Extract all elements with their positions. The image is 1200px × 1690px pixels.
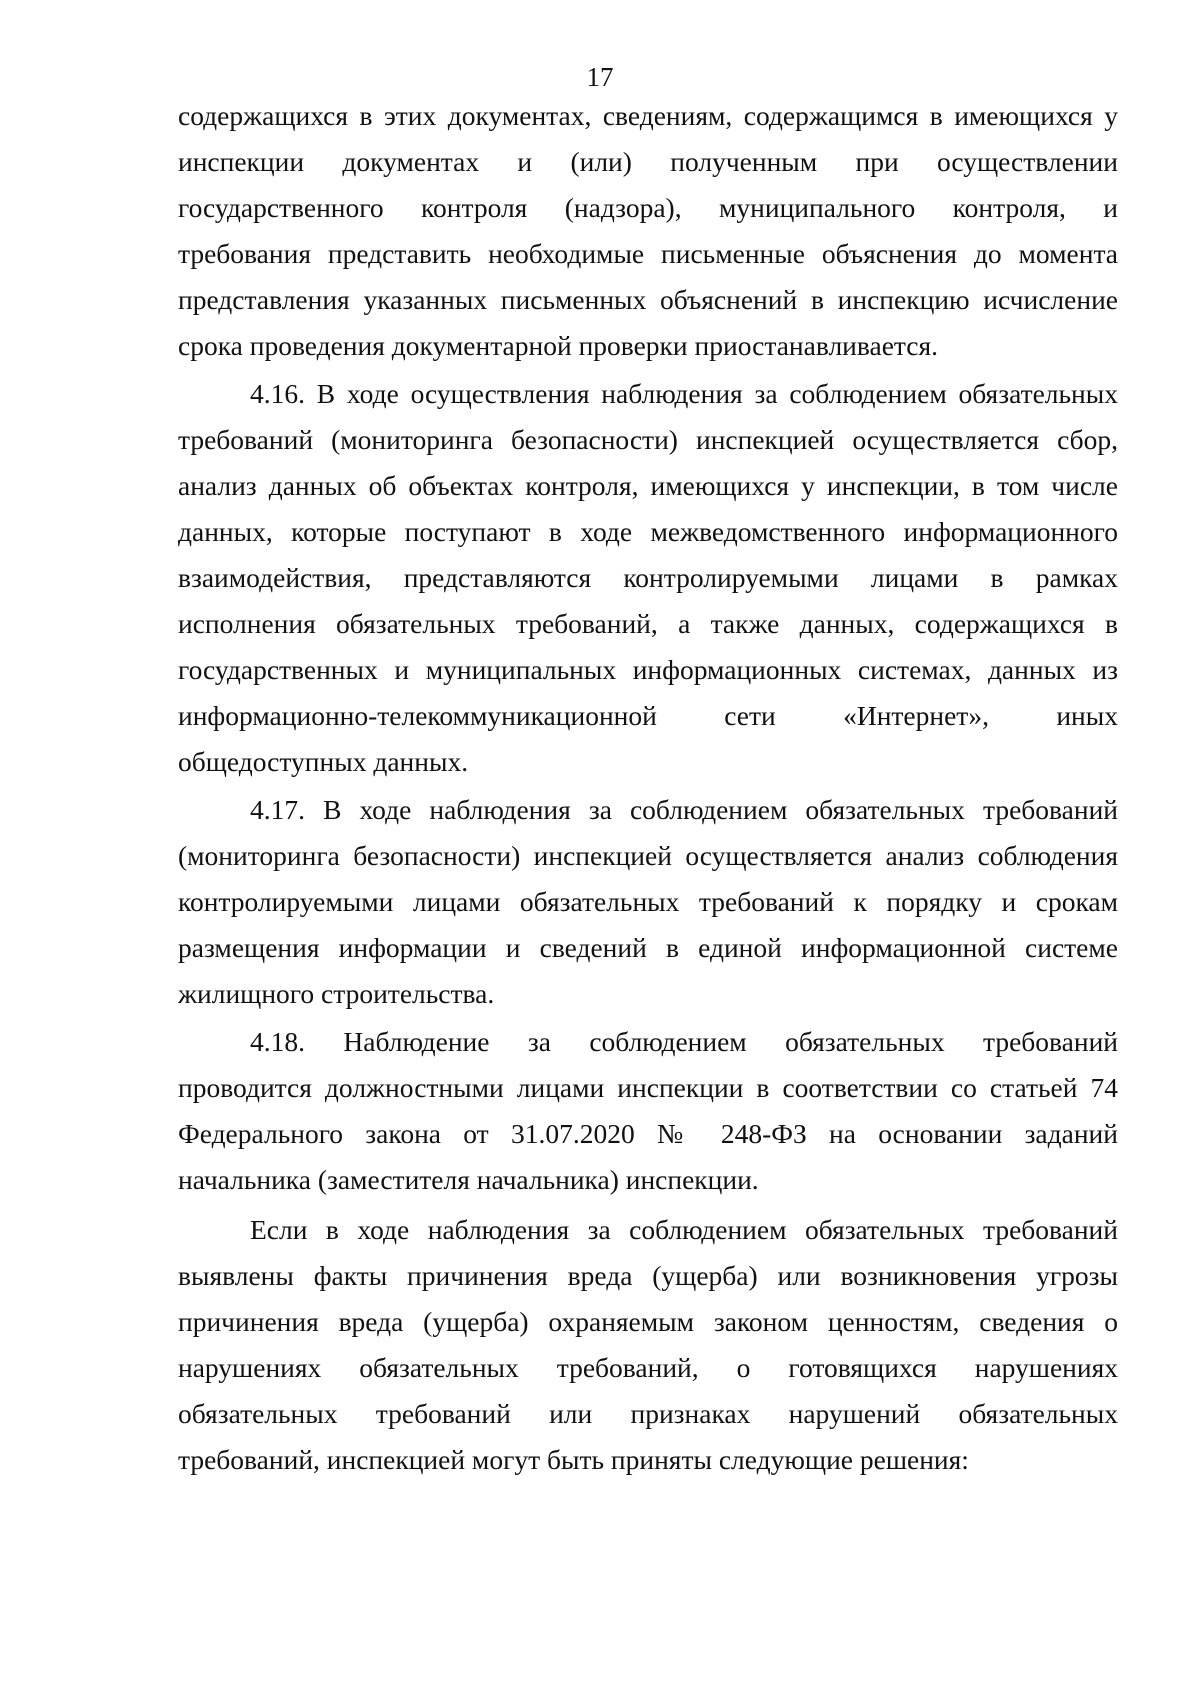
text-line: 4.18. Наблюдение за соблюдением обязательных требований [250, 1026, 1118, 1057]
text-line: размещения информации и сведений в единой информационной системе [178, 932, 1118, 963]
page-number: 17 [586, 62, 614, 92]
text-line: инспекции документах и (или) полученным при осуществлении [178, 146, 1118, 177]
text-line: контролируемыми лицами обязательных требований к порядку и срокам [178, 886, 1118, 917]
text-line: срока проведения документарной проверки приостанавливается. [178, 330, 938, 361]
text-line: 4.16. В ходе осуществления наблюдения за соблюдением обязательных [250, 378, 1118, 409]
text-line: нарушениях обязательных требований, о готовящихся нарушениях [178, 1352, 1118, 1383]
text-line: исполнения обязательных требований, а также данных, содержащихся в [178, 608, 1118, 639]
text-line: информационно-телекоммуникационной сети «Интернет», иных [178, 700, 1118, 731]
text-line: (мониторинга безопасности) инспекцией осуществляется анализ соблюдения [178, 840, 1118, 871]
text-line: общедоступных данных. [178, 746, 469, 777]
text-line: Если в ходе наблюдения за соблюдением обязательных требований [250, 1214, 1118, 1245]
text-line: Федерального закона от 31.07.2020 № 248-ФЗ на основании заданий [178, 1118, 1118, 1149]
text-line: данных, которые поступают в ходе межведомственного информационного [178, 516, 1118, 547]
text-line: анализ данных об объектах контроля, имеющихся у инспекции, в том числе [178, 470, 1118, 501]
text-line: начальника (заместителя начальника) инспекции. [178, 1164, 759, 1195]
text-line: 4.17. В ходе наблюдения за соблюдением обязательных требований [250, 794, 1118, 825]
text-line: представления указанных письменных объяснений в инспекцию исчисление [178, 284, 1118, 315]
text-line: жилищного строительства. [178, 978, 495, 1009]
text-line: требования представить необходимые письменные объяснения до момента [178, 238, 1118, 269]
text-line: обязательных требований или признаках нарушений обязательных [178, 1398, 1118, 1429]
text-line: государственного контроля (надзора), муниципального контроля, и [178, 192, 1118, 223]
text-line: государственных и муниципальных информационных системах, данных из [178, 654, 1118, 685]
text-line: взаимодействия, представляются контролируемыми лицами в рамках [178, 562, 1118, 593]
text-line: требований (мониторинга безопасности) инспекцией осуществляется сбор, [178, 424, 1118, 455]
text-line: причинения вреда (ущерба) охраняемым законом ценностям, сведения о [178, 1306, 1118, 1337]
text-line: требований, инспекцией могут быть приняты следующие решения: [178, 1444, 969, 1475]
text-line: выявлены факты причинения вреда (ущерба) или возникновения угрозы [178, 1260, 1118, 1291]
text-line: содержащихся в этих документах, сведениям, содержащимся в имеющихся у [178, 100, 1118, 131]
text-line: проводится должностными лицами инспекции в соответствии со статьей 74 [178, 1072, 1118, 1103]
